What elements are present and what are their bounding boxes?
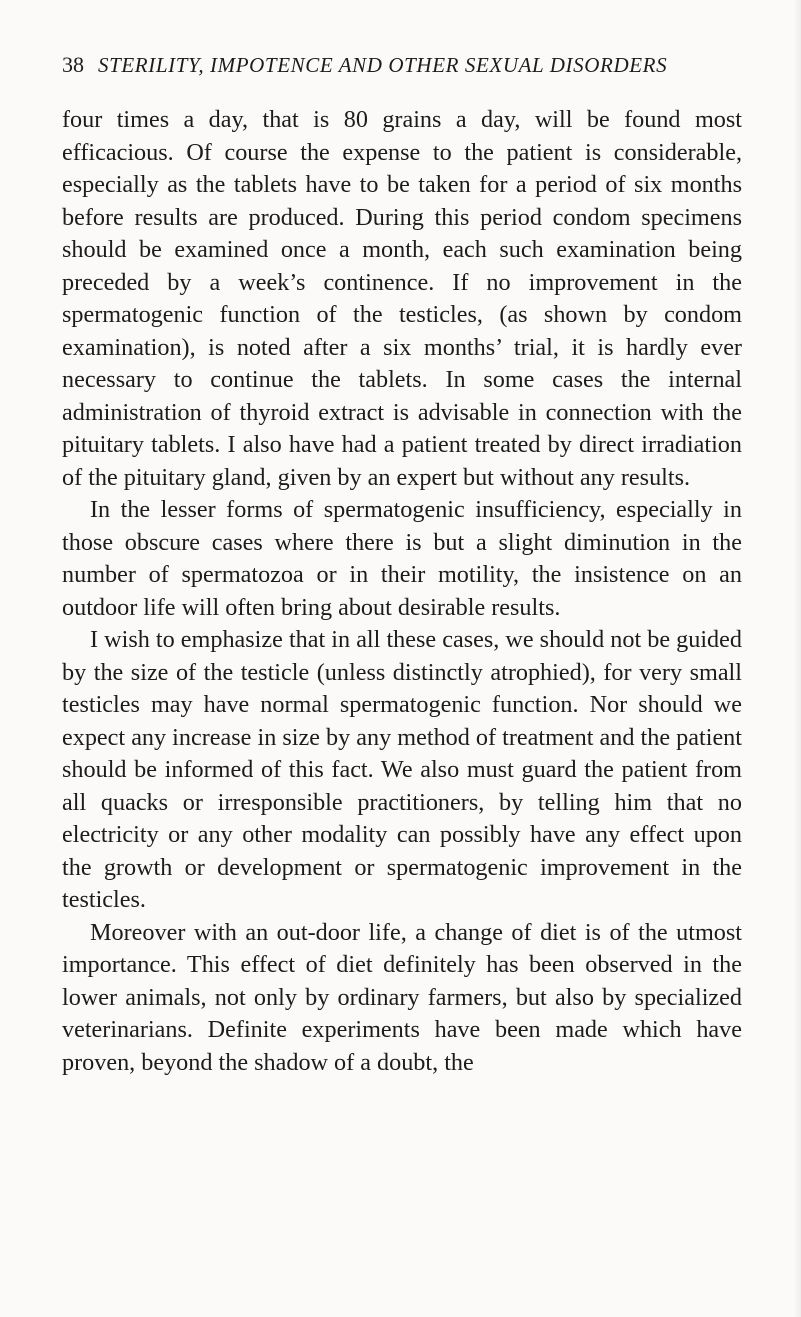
paragraph-spermatogenic-insufficiency: In the lesser forms of spermatogenic insufficiency, especially in those obscure cases where there is but a slight diminution in the number of spermatozoa or in their motility, the insistence on an outdoor life will often bring about desirable results.: [62, 496, 742, 621]
paragraph-diet: Moreover with an out-door life, a change of diet is of the utmost importance. This effect of diet definitely has been observed in the lower animals, not only by ordinary farmers, but also by specialized veterinarians. Definite experiments have been made which have proven, beyond the shadow of a doubt, the: [62, 918, 742, 1076]
page-edge-shadow: [793, 0, 801, 1317]
running-title: STERILITY, IMPOTENCE AND OTHER SEXUAL DISORDERS: [98, 53, 668, 77]
paragraph-testicle-size: I wish to emphasize that in all these cases, we should not be guided by the size of the testicle (unless distinctly atrophied), for very small testicles may have normal spermatogenic function. Nor should we expect any increase in size by any method of treatment and the patient should be informed of this fact. We also must guard the patient from all quacks or irresponsible practitioners, by telling him that no electricity or any other modality can possibly have any effect upon the growth or development or spermatogenic improvement in the testicles.: [62, 626, 742, 913]
page-number: 38: [62, 52, 84, 77]
body-text: [62, 104, 742, 1079]
running-head: [62, 52, 712, 78]
paragraph-continuation: four times a day, that is 80 grains a day, will be found most efficacious. Of course the expense to the patient is considerable, especially as the tablets have to be taken for a period of six months before results are produced. During this period condom specimens should be examined once a month, each such examination being preceded by a week’s continence. If no improvement in the spermatogenic function of the testicles, (as shown by condom examination), is noted after a six months’ trial, it is hardly ever necessary to continue the tablets. In some cases the internal administration of thyroid extract is advisable in connection with the pituitary tablets. I also have had a patient treated by direct irradiation of the pituitary gland, given by an expert but without any results.: [62, 106, 742, 491]
